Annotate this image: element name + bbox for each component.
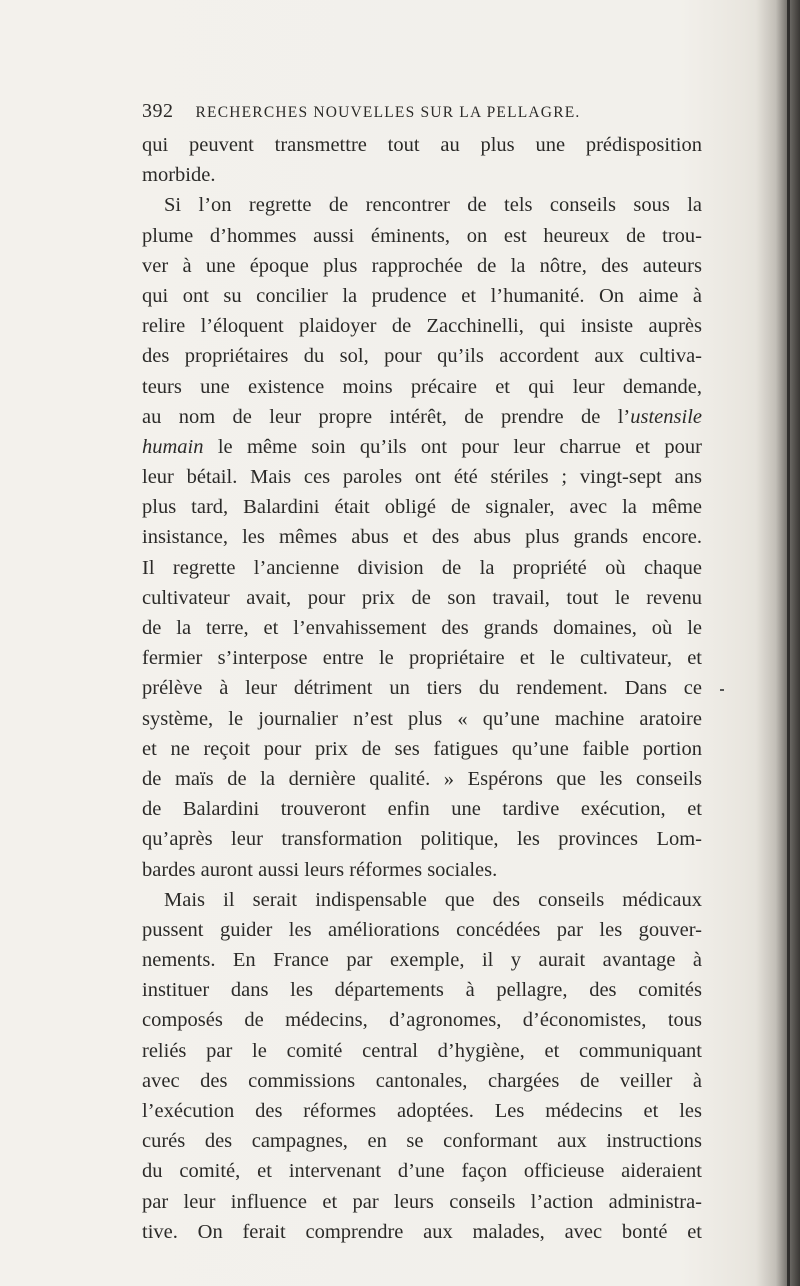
text-line: au nom de leur propre intérêt, de prendre de l’ustensile xyxy=(142,405,702,428)
text-line: cultivateur avait, pour prix de son travail, tout le revenu xyxy=(142,586,702,609)
page-edge-line xyxy=(787,0,790,1286)
text-line: bardes auront aussi leurs réformes sociales. xyxy=(142,858,498,881)
text-line: morbide. xyxy=(142,164,216,187)
margin-mark xyxy=(720,689,724,691)
text-line: du comité, et intervenant d’une façon officieuse aideraient xyxy=(142,1160,702,1183)
text-line: Si l’on regrette de rencontrer de tels conseils sous la xyxy=(164,194,702,217)
text-line: système, le journalier n’est plus « qu’une machine aratoire xyxy=(142,707,702,730)
text-line: nements. En France par exemple, il y aurait avantage à xyxy=(142,949,702,972)
text-line: de maïs de la dernière qualité. » Espérons que les conseils xyxy=(142,767,702,790)
text-line: qui ont su concilier la prudence et l’humanité. On aime à xyxy=(142,284,702,307)
text-line: curés des campagnes, en se conformant aux instructions xyxy=(142,1130,702,1153)
text-line: humain le même soin qu’ils ont pour leur charrue et pour xyxy=(142,435,702,458)
page-edge-shadow xyxy=(756,0,800,1286)
text-line: composés de médecins, d’agronomes, d’économistes, tous xyxy=(142,1009,702,1032)
text-line: des propriétaires du sol, pour qu’ils accordent aux cultiva- xyxy=(142,345,702,368)
text-line: prélève à leur détriment un tiers du rendement. Dans ce xyxy=(142,677,702,700)
text-line: insistance, les mêmes abus et des abus plus grands encore. xyxy=(142,526,702,549)
text-line: fermier s’interpose entre le propriétaire et le cultivateur, et xyxy=(142,647,702,670)
text-line: l’exécution des réformes adoptées. Les médecins et les xyxy=(142,1100,702,1122)
italic-term: humain xyxy=(142,435,204,458)
text-line: avec des commissions cantonales, chargées de veiller à xyxy=(142,1069,702,1092)
text-line: par leur influence et par leurs conseils l’action administra- xyxy=(142,1190,702,1213)
body-text xyxy=(142,130,702,1247)
text-line: de Balardini trouveront enfin une tardive exécution, et xyxy=(142,798,702,821)
italic-term: ustensile xyxy=(630,405,702,428)
text-line: de la terre, et l’envahissement des grands domaines, où le xyxy=(142,617,702,639)
text-line: qu’après leur transformation politique, les provinces Lom- xyxy=(142,828,702,851)
text-line: plus tard, Balardini était obligé de signaler, avec la même xyxy=(142,496,702,519)
text-line: relire l’éloquent plaidoyer de Zacchinelli, qui insiste auprès xyxy=(142,315,702,338)
text-line: Il regrette l’ancienne division de la propriété où chaque xyxy=(142,556,702,579)
text-line: reliés par le comité central d’hygiène, et communiquant xyxy=(142,1039,702,1062)
text-line: teurs une existence moins précaire et qui leur demande, xyxy=(142,375,702,398)
running-title: RECHERCHES NOUVELLES SUR LA PELLAGRE. xyxy=(195,104,581,121)
text-line: qui peuvent transmettre tout au plus une prédisposition xyxy=(142,134,702,156)
page-number: 392 xyxy=(142,100,174,122)
text-line: instituer dans les départements à pellagre, des comités xyxy=(142,979,702,1002)
text-line: pussent guider les améliorations concédées par les gouver- xyxy=(142,918,702,941)
text-line: Mais il serait indispensable que des conseils médicaux xyxy=(164,888,702,911)
text-line: leur bétail. Mais ces paroles ont été stériles ; vingt-sept ans xyxy=(142,466,702,489)
text-line: et ne reçoit pour prix de ses fatigues qu’une faible portion xyxy=(142,737,702,760)
text-line: plume d’hommes aussi éminents, on est heureux de trou- xyxy=(142,224,702,247)
running-head xyxy=(142,100,702,124)
text-line: ver à une époque plus rapprochée de la nôtre, des auteurs xyxy=(142,254,702,277)
text-line: tive. On ferait comprendre aux malades, avec bonté et xyxy=(142,1220,702,1243)
